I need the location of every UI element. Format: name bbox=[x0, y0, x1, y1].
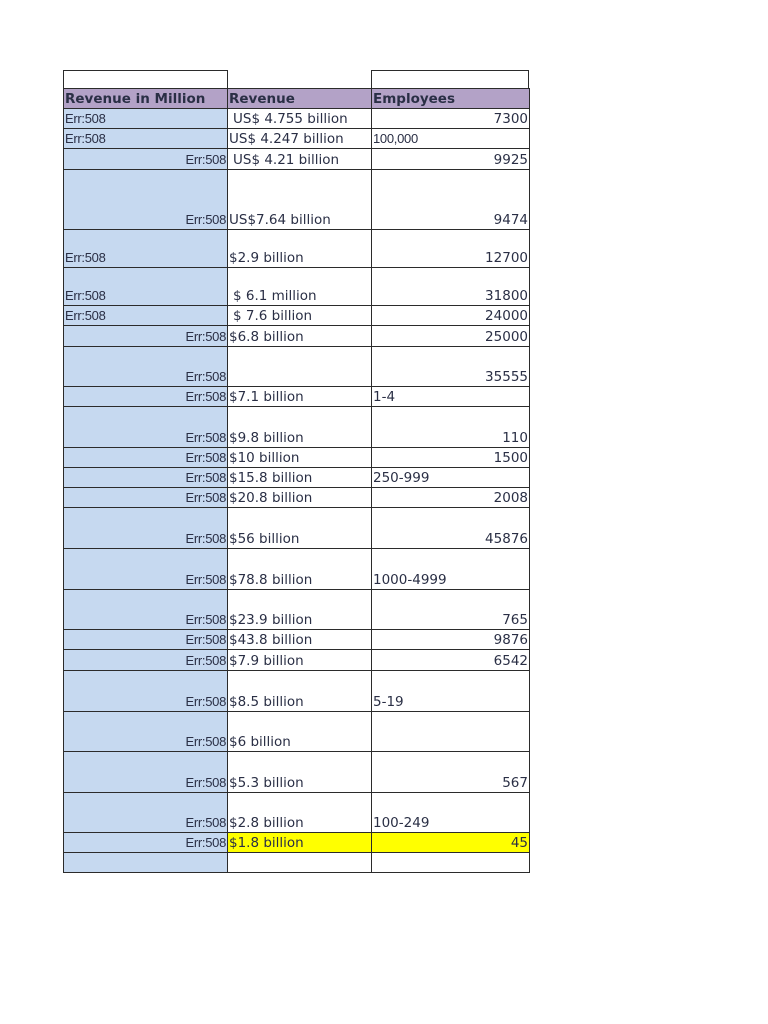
revenue-in-million-cell-value: Err:508 bbox=[185, 329, 226, 344]
revenue-in-million-cell-value: Err:508 bbox=[65, 111, 106, 126]
revenue-cell-value: $2.8 billion bbox=[229, 815, 304, 831]
revenue-in-million-cell-value: Err:508 bbox=[65, 288, 106, 303]
employees-cell-value: 45876 bbox=[485, 531, 528, 547]
revenue-cell-value: $6.8 billion bbox=[229, 329, 304, 345]
employees-cell[interactable] bbox=[372, 268, 530, 305]
revenue-in-million-cell-value: Err:508 bbox=[185, 152, 226, 167]
employees-cell[interactable] bbox=[372, 549, 530, 589]
revenue-cell-value: $20.8 billion bbox=[229, 490, 313, 506]
employees-cell[interactable] bbox=[372, 712, 530, 751]
employees-cell[interactable] bbox=[372, 170, 530, 229]
revenue-in-million-cell-value: Err:508 bbox=[185, 775, 226, 790]
table-row bbox=[63, 109, 530, 129]
blank-cell[interactable] bbox=[228, 70, 372, 88]
employees-cell-value: 6542 bbox=[493, 653, 528, 669]
revenue-cell[interactable] bbox=[228, 407, 372, 447]
revenue-cell[interactable] bbox=[228, 488, 372, 507]
revenue-cell-value: $78.8 billion bbox=[229, 572, 313, 588]
revenue-in-million-cell-value: Err:508 bbox=[185, 430, 226, 445]
table-row bbox=[63, 590, 530, 630]
table-row bbox=[63, 833, 530, 853]
table-row bbox=[63, 347, 530, 387]
header-label: Revenue in Million bbox=[65, 91, 206, 107]
table-row bbox=[63, 170, 530, 230]
revenue-cell[interactable] bbox=[228, 230, 372, 267]
table-row bbox=[63, 853, 530, 873]
revenue-cell[interactable] bbox=[228, 326, 372, 346]
header-label: Employees bbox=[373, 91, 456, 107]
revenue-cell[interactable] bbox=[228, 468, 372, 487]
table-row bbox=[63, 650, 530, 671]
table-row bbox=[63, 129, 530, 149]
employees-cell[interactable] bbox=[372, 853, 530, 872]
revenue-cell[interactable] bbox=[228, 671, 372, 711]
header-label: Revenue bbox=[229, 91, 295, 107]
revenue-cell-value: $1.8 billion bbox=[229, 835, 304, 851]
revenue-cell[interactable] bbox=[228, 752, 372, 792]
employees-cell[interactable] bbox=[372, 149, 530, 169]
revenue-in-million-cell-value: Err:508 bbox=[65, 308, 106, 323]
revenue-in-million-cell[interactable] bbox=[63, 590, 228, 629]
revenue-in-million-cell-value: Err:508 bbox=[185, 694, 226, 709]
employees-cell-value: 765 bbox=[502, 612, 528, 628]
revenue-cell-value: $10 billion bbox=[229, 450, 300, 466]
revenue-cell[interactable] bbox=[228, 170, 372, 229]
employees-cell[interactable] bbox=[372, 306, 530, 325]
employees-cell-value: 1-4 bbox=[373, 389, 396, 405]
header-employees[interactable] bbox=[372, 89, 530, 108]
revenue-in-million-cell[interactable] bbox=[63, 230, 228, 267]
revenue-cell-value: $2.9 billion bbox=[229, 250, 304, 266]
revenue-in-million-cell[interactable] bbox=[63, 326, 228, 346]
table-row bbox=[63, 407, 530, 448]
revenue-in-million-cell-value: Err:508 bbox=[185, 450, 226, 465]
revenue-cell[interactable] bbox=[228, 149, 372, 169]
employees-cell-value: 45 bbox=[510, 835, 528, 851]
revenue-in-million-cell[interactable] bbox=[63, 129, 228, 148]
blank-cell[interactable] bbox=[63, 70, 228, 88]
revenue-cell-value: US$7.64 billion bbox=[229, 212, 331, 228]
revenue-in-million-cell[interactable] bbox=[63, 149, 228, 169]
revenue-in-million-cell[interactable] bbox=[63, 650, 228, 670]
employees-cell[interactable] bbox=[372, 630, 530, 649]
employees-cell-value: 1500 bbox=[493, 450, 528, 466]
employees-cell[interactable] bbox=[372, 230, 530, 267]
employees-cell[interactable] bbox=[372, 448, 530, 467]
table-row bbox=[63, 268, 530, 306]
revenue-cell-value: $ 6.1 million bbox=[233, 288, 317, 304]
revenue-in-million-cell[interactable] bbox=[63, 306, 228, 325]
revenue-cell[interactable] bbox=[228, 347, 372, 386]
revenue-in-million-cell[interactable] bbox=[63, 833, 228, 852]
employees-cell-value: 1000-4999 bbox=[373, 572, 447, 588]
revenue-in-million-cell-value: Err:508 bbox=[185, 815, 226, 830]
revenue-in-million-cell[interactable] bbox=[63, 109, 228, 128]
revenue-cell[interactable] bbox=[228, 853, 372, 872]
revenue-in-million-cell-value: Err:508 bbox=[185, 389, 226, 404]
revenue-cell[interactable] bbox=[228, 833, 372, 852]
revenue-cell[interactable] bbox=[228, 508, 372, 548]
revenue-in-million-cell-value: Err:508 bbox=[185, 572, 226, 587]
revenue-in-million-cell[interactable] bbox=[63, 549, 228, 589]
revenue-cell[interactable] bbox=[228, 650, 372, 670]
revenue-cell-value: $7.1 billion bbox=[229, 389, 304, 405]
revenue-in-million-cell-value: Err:508 bbox=[65, 131, 106, 146]
employees-cell[interactable] bbox=[372, 833, 530, 852]
revenue-in-million-cell[interactable] bbox=[63, 170, 228, 229]
table-row bbox=[63, 306, 530, 326]
employees-cell[interactable] bbox=[372, 508, 530, 548]
employees-cell[interactable] bbox=[372, 326, 530, 346]
revenue-cell-value: $7.9 billion bbox=[229, 653, 304, 669]
table-row bbox=[63, 230, 530, 268]
employees-cell[interactable] bbox=[372, 488, 530, 507]
revenue-in-million-cell[interactable] bbox=[63, 752, 228, 792]
revenue-cell[interactable] bbox=[228, 590, 372, 629]
employees-cell[interactable] bbox=[372, 752, 530, 792]
table-row bbox=[63, 752, 530, 793]
revenue-cell[interactable] bbox=[228, 306, 372, 325]
revenue-cell-value: $15.8 billion bbox=[229, 470, 313, 486]
employees-cell[interactable] bbox=[372, 468, 530, 487]
employees-cell[interactable] bbox=[372, 671, 530, 711]
revenue-in-million-cell[interactable] bbox=[63, 488, 228, 507]
revenue-cell-value: US$ 4.247 billion bbox=[229, 131, 344, 147]
revenue-in-million-cell[interactable] bbox=[63, 347, 228, 386]
revenue-in-million-cell-value: Err:508 bbox=[185, 632, 226, 647]
revenue-in-million-cell[interactable] bbox=[63, 448, 228, 467]
table-row bbox=[63, 508, 530, 549]
employees-cell[interactable] bbox=[372, 347, 530, 386]
revenue-cell-value: $6 billion bbox=[229, 734, 291, 750]
revenue-cell[interactable] bbox=[228, 109, 372, 128]
employees-cell[interactable] bbox=[372, 793, 530, 832]
revenue-in-million-cell[interactable] bbox=[63, 268, 228, 305]
table-row bbox=[63, 671, 530, 712]
revenue-in-million-cell-value: Err:508 bbox=[185, 212, 226, 227]
table-row bbox=[63, 326, 530, 347]
employees-cell[interactable] bbox=[372, 129, 530, 148]
revenue-in-million-cell[interactable] bbox=[63, 712, 228, 751]
revenue-cell[interactable] bbox=[228, 129, 372, 148]
revenue-in-million-cell-value: Err:508 bbox=[185, 490, 226, 505]
table-row bbox=[63, 387, 530, 407]
employees-cell[interactable] bbox=[372, 387, 530, 406]
employees-cell-value: 35555 bbox=[485, 369, 528, 385]
revenue-in-million-cell[interactable] bbox=[63, 793, 228, 832]
table-row bbox=[63, 712, 530, 752]
employees-cell-value: 7300 bbox=[493, 111, 528, 127]
revenue-cell-value: $ 7.6 billion bbox=[233, 308, 313, 324]
revenue-cell[interactable] bbox=[228, 387, 372, 406]
header-row bbox=[63, 89, 530, 109]
revenue-in-million-cell-value: Err:508 bbox=[185, 653, 226, 668]
table-row bbox=[63, 468, 530, 488]
table-row bbox=[63, 488, 530, 508]
revenue-cell-value: $8.5 billion bbox=[229, 694, 304, 710]
revenue-in-million-cell-value: Err:508 bbox=[185, 612, 226, 627]
revenue-cell-value: US$ 4.755 billion bbox=[233, 111, 348, 127]
revenue-cell[interactable] bbox=[228, 549, 372, 589]
employees-cell-value: 25000 bbox=[485, 329, 528, 345]
revenue-in-million-cell-value: Err:508 bbox=[185, 369, 226, 384]
employees-cell[interactable] bbox=[372, 590, 530, 629]
blank-top-row bbox=[63, 70, 530, 89]
table-row bbox=[63, 149, 530, 170]
employees-cell-value: 9925 bbox=[493, 152, 528, 168]
employees-cell-value: 9474 bbox=[493, 212, 528, 228]
revenue-cell[interactable] bbox=[228, 712, 372, 751]
employees-cell-value: 5-19 bbox=[373, 694, 404, 710]
spreadsheet bbox=[63, 70, 530, 873]
revenue-in-million-cell-value: Err:508 bbox=[185, 470, 226, 485]
employees-cell-value: 100-249 bbox=[373, 815, 430, 831]
table-body bbox=[63, 109, 530, 873]
employees-cell-value: 110 bbox=[502, 430, 528, 446]
employees-cell-value: 31800 bbox=[485, 288, 528, 304]
revenue-in-million-cell[interactable] bbox=[63, 468, 228, 487]
header-revenue[interactable] bbox=[228, 89, 372, 108]
employees-cell-value: 24000 bbox=[485, 308, 528, 324]
revenue-cell[interactable] bbox=[228, 448, 372, 467]
employees-cell[interactable] bbox=[372, 650, 530, 670]
revenue-in-million-cell[interactable] bbox=[63, 407, 228, 447]
revenue-cell-value: $23.9 billion bbox=[229, 612, 313, 628]
blank-cell[interactable] bbox=[371, 70, 529, 88]
employees-cell-value: 567 bbox=[502, 775, 528, 791]
revenue-cell[interactable] bbox=[228, 268, 372, 305]
revenue-in-million-cell-value: Err:508 bbox=[65, 250, 106, 265]
revenue-cell-value: $43.8 billion bbox=[229, 632, 313, 648]
revenue-cell-value: $5.3 billion bbox=[229, 775, 304, 791]
revenue-cell-value: $9.8 billion bbox=[229, 430, 304, 446]
employees-cell-value: 12700 bbox=[485, 250, 528, 266]
revenue-in-million-cell-value: Err:508 bbox=[185, 734, 226, 749]
revenue-in-million-cell[interactable] bbox=[63, 387, 228, 406]
table-row bbox=[63, 448, 530, 468]
revenue-cell-value: US$ 4.21 billion bbox=[233, 152, 340, 168]
employees-cell-value: 9876 bbox=[493, 632, 528, 648]
revenue-in-million-cell[interactable] bbox=[63, 853, 228, 872]
revenue-in-million-cell-value: Err:508 bbox=[185, 531, 226, 546]
revenue-in-million-cell[interactable] bbox=[63, 630, 228, 649]
revenue-cell-value: $56 billion bbox=[229, 531, 300, 547]
employees-cell-value: 100,000 bbox=[373, 131, 418, 146]
revenue-in-million-cell-value: Err:508 bbox=[185, 835, 226, 850]
revenue-in-million-cell[interactable] bbox=[63, 508, 228, 548]
employees-cell[interactable] bbox=[372, 407, 530, 447]
table-row bbox=[63, 549, 530, 590]
employees-cell[interactable] bbox=[372, 109, 530, 128]
employees-cell-value: 250-999 bbox=[373, 470, 430, 486]
revenue-cell[interactable] bbox=[228, 630, 372, 649]
header-revenue-in-million[interactable] bbox=[63, 89, 228, 108]
revenue-cell[interactable] bbox=[228, 793, 372, 832]
employees-cell-value: 2008 bbox=[493, 490, 528, 506]
table-row bbox=[63, 630, 530, 650]
table-row bbox=[63, 793, 530, 833]
revenue-in-million-cell[interactable] bbox=[63, 671, 228, 711]
